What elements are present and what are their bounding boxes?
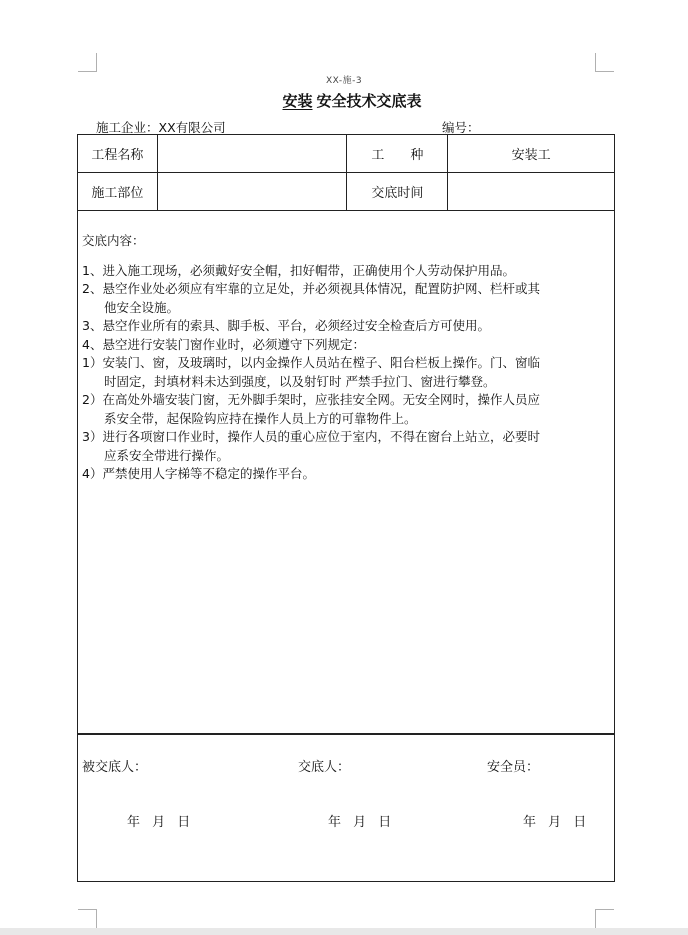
recipient-date: 年 月 日 — [127, 815, 191, 830]
enterprise-label: 施工企业： — [96, 120, 159, 135]
crop-mark-bottom-left — [78, 909, 97, 928]
project-name-label: 工程名称 — [78, 135, 158, 173]
content-line: 4、悬空进行安装门窗作业时，必须遵守下列规定： — [82, 336, 365, 352]
page-title — [0, 90, 688, 111]
content-line: 4）严禁使用人字梯等不稳定的操作平台。 — [82, 466, 315, 481]
project-name-value[interactable] — [157, 135, 347, 173]
safety-officer-date: 年 月 日 — [523, 815, 587, 830]
presenter-label: 交底人： — [298, 760, 351, 775]
construction-dept-label: 施工部位 — [78, 173, 158, 211]
info-table — [77, 134, 615, 211]
work-type-label: 工 种 — [347, 135, 448, 173]
title-text: 安全技术交底表 — [316, 92, 422, 110]
presenter-date: 年 月 日 — [328, 815, 392, 830]
content-line: 3、悬空作业所有的索具、脚手板、平台，必须经过安全检查后方可使用。 — [82, 318, 490, 333]
content-line: 他安全设施。 — [104, 299, 180, 315]
handover-time-value[interactable] — [448, 173, 615, 211]
content-line: 时固定，封填材料未达到强度，以及射钉时 严禁手拉门、窗进行攀登。 — [104, 373, 496, 389]
content-line: 1）安装门、窗，及玻璃时，以内金操作人员站在樘子、阳台栏板上操作。门、窗临 — [82, 355, 540, 370]
number-label: 编号： — [442, 120, 480, 135]
table-row — [78, 135, 615, 173]
recipient-label: 被交底人： — [82, 760, 148, 775]
document-code: XX-施-3 — [325, 76, 363, 86]
enterprise-value: XX有限公司 — [158, 120, 226, 135]
table-row — [78, 173, 615, 211]
content-heading: 交底内容： — [82, 233, 145, 248]
handover-content[interactable] — [82, 232, 612, 484]
content-line: 应系安全带进行操作。 — [104, 447, 230, 463]
content-line: 2、悬空作业处必须应有牢靠的立足处，并必须视具体情况，配置防护网、栏杆或其 — [82, 281, 540, 296]
title-blank-field: 安装 — [282, 92, 313, 110]
safety-officer-label: 安全员： — [487, 760, 540, 775]
content-line: 1、进入施工现场，必须戴好安全帽，扣好帽带，正确使用个人劳动保护用品。 — [82, 262, 515, 278]
content-line: 2）在高处外墙安装门窗，无外脚手架时，应张挂安全网。无安全网时，操作人员应 — [82, 392, 540, 407]
content-line: 3）进行各项窗口作业时，操作人员的重心应位于室内，不得在窗台上站立，必要时 — [82, 429, 540, 444]
work-type-value[interactable]: 安装工 — [448, 135, 615, 173]
content-line: 系安全带，起保险钩应持在操作人员上方的可靠物件上。 — [104, 410, 417, 426]
crop-mark-top-right — [595, 53, 614, 72]
crop-mark-bottom-right — [595, 909, 614, 928]
construction-dept-value[interactable] — [157, 173, 347, 211]
handover-time-label: 交底时间 — [347, 173, 448, 211]
crop-mark-top-left — [78, 53, 97, 72]
page-bottom-edge — [0, 928, 688, 935]
